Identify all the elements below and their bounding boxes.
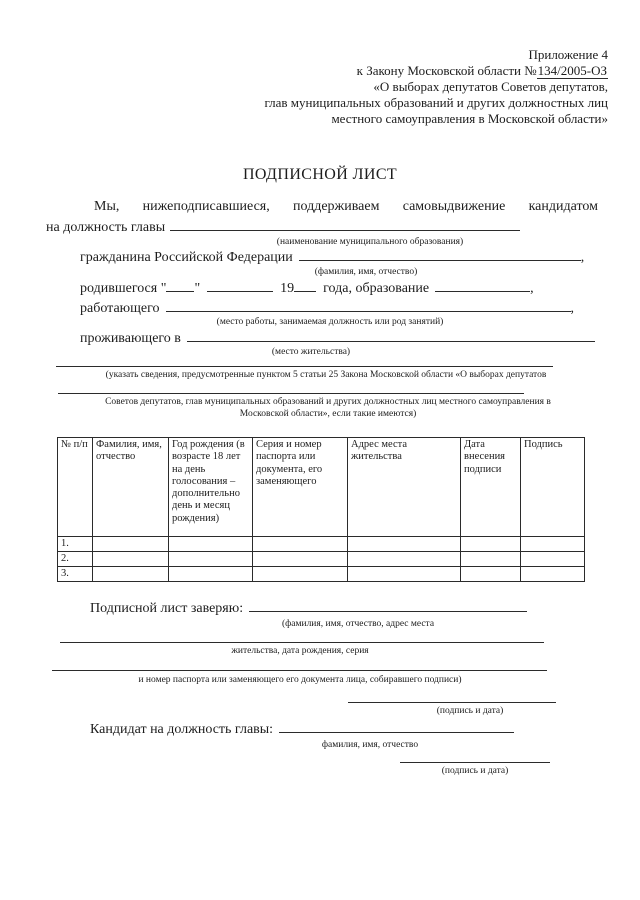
table-header-fio: Фамилия, имя, отчество [93,438,169,537]
birth-year-cell [169,552,253,567]
signatures-table [57,437,585,582]
law-title-line-1: «О выборах депутатов Советов депутатов, [373,79,608,94]
work-line [80,300,574,317]
born-tail: , [530,281,534,296]
signature-cell [521,552,585,567]
passport-cell [253,567,348,582]
appendix-reference [0,47,608,127]
certifier-caption-3: и номер паспорта или заменяющего его документа лица, собиравшего подписи) [138,675,462,685]
birth-year-cell [169,537,253,552]
additional-info-blank-2 [58,393,524,394]
table-row [58,552,585,567]
signature-cell [521,567,585,582]
residence-label: проживающего в [80,331,181,346]
candidate-name-blank [279,721,514,733]
additional-info-blank-1 [56,366,553,367]
municipality-blank [170,219,520,231]
fio-caption: (фамилия, имя, отчество) [314,267,418,277]
work-label: работающего [80,301,160,316]
birth-month-blank [207,280,273,292]
certifier-blank-3 [52,670,547,671]
table-row [58,537,585,552]
law-title-line-2: глав муниципальных образований и других должностных лиц [264,95,608,110]
born-century: 19 [280,281,295,296]
residence-line [80,330,595,347]
address-cell [348,537,461,552]
law-number: 134/2005-ОЗ [537,63,607,78]
passport-cell [253,537,348,552]
certifier-sign-blank [348,702,556,703]
education-blank [435,280,530,292]
candidate-sign-blank [400,762,550,763]
birth-line [80,280,534,297]
work-tail: , [570,301,575,316]
date-cell [461,552,521,567]
table-header-date: Дата внесения подписи [461,438,521,537]
fio-cell [93,552,169,567]
position-label: на должность главы [46,220,166,235]
table-header-signature: Подпись [521,438,585,537]
date-cell [461,567,521,582]
born-quote-close: " [194,281,201,296]
law-title-line-3: местного самоуправления в Московской области» [331,111,608,126]
table-header-number: № п/п [58,438,93,537]
candidate-sign-caption: (подпись и дата) [441,766,509,776]
position-line [46,219,520,236]
certifier-blank [249,600,527,612]
table-header-row [58,438,585,537]
residence-blank [187,330,595,342]
residence-caption: (место жительства) [271,347,351,357]
citizen-label: гражданина Российской Федерации [80,250,293,265]
signature-cell [521,537,585,552]
row-number-cell: 3. [58,567,93,582]
row-number-cell: 1. [58,537,93,552]
municipality-caption: (наименование муниципального образования) [276,237,464,247]
address-cell [348,552,461,567]
address-cell [348,567,461,582]
work-caption: (место работы, занимаемая должность или род занятий) [216,317,444,327]
fio-cell [93,567,169,582]
table-row [58,567,585,582]
certifier-line [90,600,527,617]
certifier-caption-2: жительства, дата рождения, серия [231,646,369,656]
certifier-sign-caption: (подпись и дата) [436,706,504,716]
table-header-address: Адрес места жительства [348,438,461,537]
citizen-name-blank [299,249,581,261]
citizen-line [80,249,584,266]
candidate-label: Кандидат на должность главы: [90,722,274,737]
additional-info-caption-1: (указать сведения, предусмотренные пунктом 5 статьи 25 Закона Московской области «О выборах депутатов [105,370,547,380]
citizen-tail: , [580,250,585,265]
additional-info-caption-2a: Советов депутатов, глав муниципальных образований и других должностных лиц местного самоуправления в [105,397,551,407]
row-number-cell: 2. [58,552,93,567]
law-prefix: к Закону Московской области № [356,63,537,78]
intro-paragraph-line-1: Мы, нижеподписавшиеся, поддерживаем самовыдвижение кандидатом [94,199,598,214]
table-header-passport: Серия и номер паспорта или документа, его заменяющего [253,438,348,537]
document-title: ПОДПИСНОЙ ЛИСТ [242,166,398,183]
certifier-label: Подписной лист заверяю: [90,601,244,616]
born-prefix: родившегося " [80,281,167,296]
table-header-birth-year: Год рождения (в возрасте 18 лет на день голосования – дополнительно день и месяц рождения) [169,438,253,537]
law-reference-line [0,63,608,79]
candidate-caption: фамилия, имя, отчество [321,740,419,750]
date-cell [461,537,521,552]
work-blank [166,300,571,312]
additional-info-caption-2b: Московской области», если такие имеются) [239,409,417,419]
birth-day-blank [166,280,194,292]
birth-year-cell [169,567,253,582]
birth-year-blank [294,280,316,292]
fio-cell [93,537,169,552]
passport-cell [253,552,348,567]
certifier-blank-2 [60,642,544,643]
candidate-line [90,721,514,738]
born-education-label: года, образование [323,281,430,296]
certifier-caption-1: (фамилия, имя, отчество, адрес места [281,619,435,629]
appendix-number-line: Приложение 4 [528,47,608,62]
